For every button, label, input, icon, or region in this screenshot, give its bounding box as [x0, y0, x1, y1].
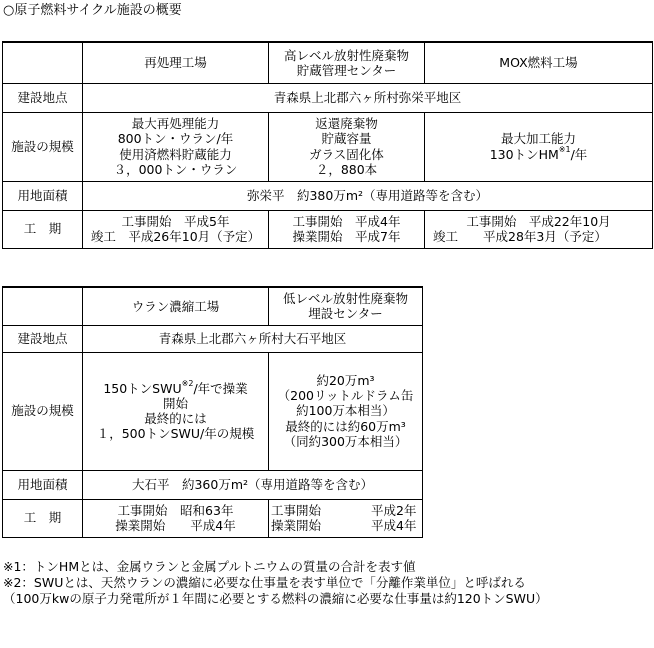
- scale-llw-disposal: 約20万m³ （200リットルドラム缶 約100万本相当） 最終的には約60万m³ （同約300万本相当）: [269, 352, 423, 470]
- location-label: 建設地点: [3, 83, 83, 112]
- facility-table-1: [2, 41, 653, 249]
- header-hlw-storage-center: 高レベル放射性廃棄物 貯蔵管理センター: [269, 42, 425, 83]
- area-label: 用地面積: [3, 181, 83, 210]
- scale-uranium-enrichment: 150トンSWU$^{※2}$/年で操業 開始 最終的には １，500トンSWU/年の規模: [83, 352, 269, 470]
- scale-hlw-storage: 返還廃棄物 貯蔵容量 ガラス固化体 ２，880本: [269, 112, 425, 181]
- footnote-marker-2: ※2: [181, 379, 194, 389]
- area-label-2: 用地面積: [3, 470, 83, 499]
- footnotes: [3, 559, 548, 607]
- location-value: 青森県上北郡六ヶ所村弥栄平地区: [83, 83, 653, 112]
- period-hlw-storage: 工事開始 平成4年 操業開始 平成7年: [269, 210, 425, 248]
- footnote-1: ※1：トンHMとは、金属ウランと金属プルトニウムの質量の合計を表す値: [3, 559, 416, 574]
- area-value-2: 大石平 約360万m²（専用道路等を含む）: [83, 470, 423, 499]
- header-blank-cell-2: [3, 287, 83, 325]
- footnote-3: （100万kwの原子力発電所が１年間に必要とする燃料の濃縮に必要な仕事量は約120トンSWU）: [3, 591, 548, 606]
- header-uranium-enrichment-plant: ウラン濃縮工場: [83, 287, 269, 325]
- scale-mox: 最大加工能力 130トンHM$^{※1}$/年: [425, 112, 653, 181]
- facility-table-2: [2, 286, 423, 538]
- scale-reprocessing: 最大再処理能力 800トン・ウラン/年 使用済燃料貯蔵能力 ３，000トン・ウラン: [83, 112, 269, 181]
- footnote-marker-1: ※1: [558, 145, 571, 155]
- header-blank-cell: [3, 42, 83, 83]
- area-value: 弥栄平 約380万m²（専用道路等を含む）: [83, 181, 653, 210]
- period-label: 工 期: [3, 210, 83, 248]
- location-value-2: 青森県上北郡六ヶ所村大石平地区: [83, 325, 423, 352]
- header-mox-fuel-plant: MOX燃料工場: [425, 42, 653, 83]
- period-reprocessing: 工事開始 平成5年 竣工 平成26年10月（予定）: [83, 210, 269, 248]
- period-llw-disposal: 工事開始 平成2年 操業開始 平成4年: [269, 499, 423, 537]
- period-mox: 工事開始 平成22年10月 竣工 平成28年3月（予定）: [425, 210, 653, 248]
- scale-label-2: 施設の規模: [3, 352, 83, 470]
- document-title: ○原子燃料サイクル施設の概要: [3, 3, 182, 18]
- footnote-2: ※2：SWUとは、天然ウランの濃縮に必要な仕事量を表す単位で「分離作業単位」と呼ばれる: [3, 575, 526, 590]
- header-reprocessing-plant: 再処理工場: [83, 42, 269, 83]
- period-uranium-enrichment: 工事開始 昭和63年 操業開始 平成4年: [83, 499, 269, 537]
- period-label-2: 工 期: [3, 499, 83, 537]
- scale-label: 施設の規模: [3, 112, 83, 181]
- header-llw-disposal-center: 低レベル放射性廃棄物 埋設センター: [269, 287, 423, 325]
- location-label-2: 建設地点: [3, 325, 83, 352]
